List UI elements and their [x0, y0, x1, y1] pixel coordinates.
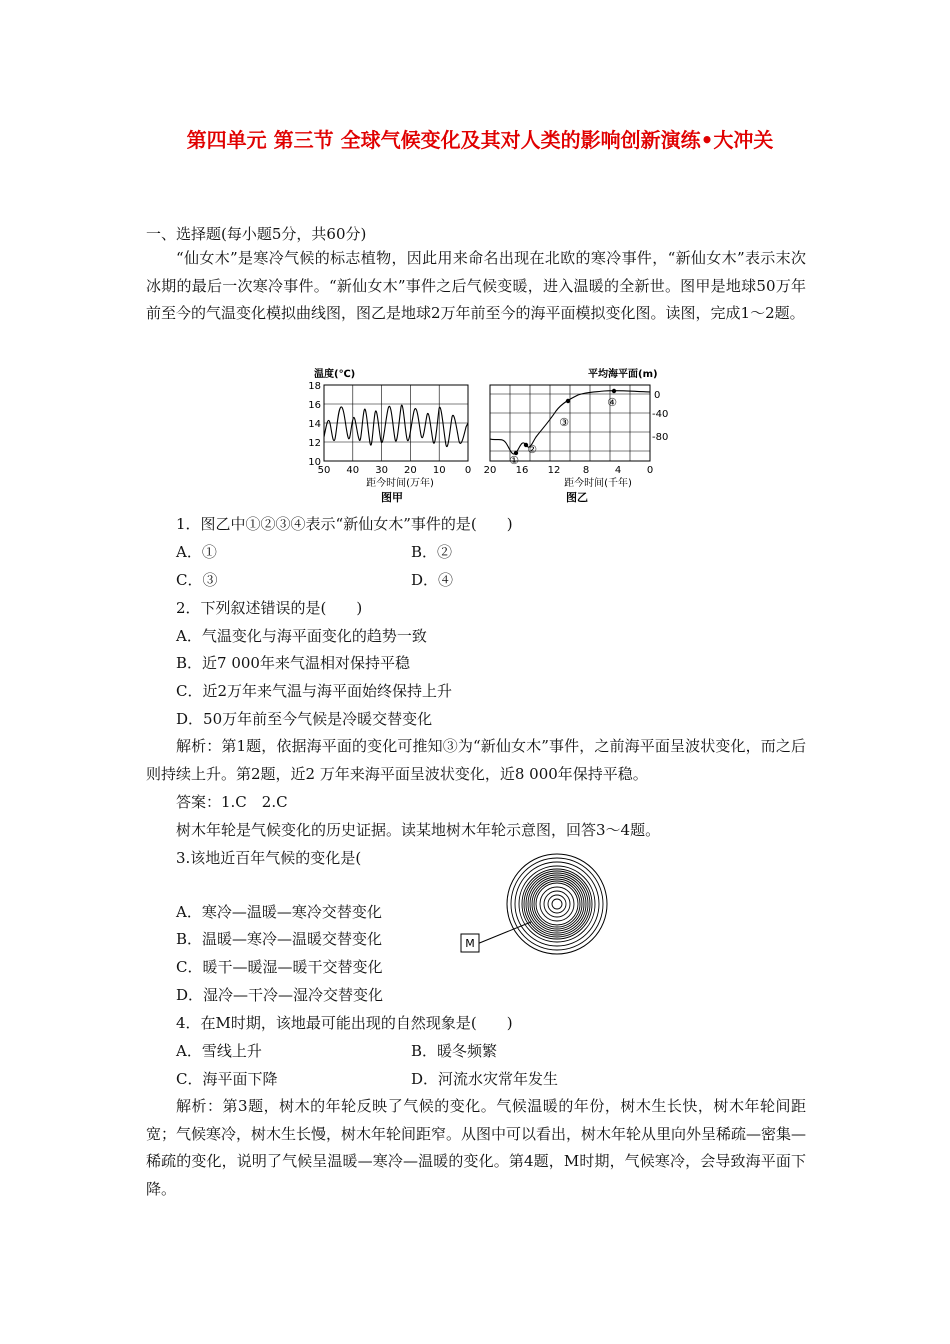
section-heading: 一、选择题(每小题5分，共60分): [146, 225, 367, 243]
question-4-stem: 4．在M时期，该地最可能出现的自然现象是( ): [176, 1014, 513, 1032]
figure-a-ytick: 16: [308, 400, 321, 411]
question-3-option-a: A．寒冷—温暖—寒冷交替变化: [176, 903, 382, 921]
figure-a-xtick: 20: [404, 465, 417, 476]
figure-b-xtick: 0: [646, 465, 654, 476]
analysis-q3-q4: 解析：第3题，树木的年轮反映了气候的变化。气候温暖的年份，树木生长快，树木年轮间距宽；气候寒冷，树木生长慢，树木年轮间距窄。从图中可以看出，树木年轮从里向外呈稀疏—密集—稀疏的变化，说明了气候呈温暖—寒冷—温暖的变化。第4题，M时期，气候寒冷，会导致海平面下降。: [146, 1097, 807, 1198]
page-title: 第四单元 第三节 全球气候变化及其对人类的影响创新演练•大冲关: [186, 128, 774, 152]
marker-point: [612, 389, 616, 393]
figure-a-xtick: 10: [432, 465, 446, 476]
figure-b-xlabel: 距今时间(千年): [564, 478, 632, 489]
marker-point: [566, 399, 570, 403]
question-3-option-d: D．湿冷—干冷—湿冷交替变化: [176, 986, 384, 1004]
question-3-option-c: C．暖干—暖湿—暖干交替变化: [176, 958, 383, 976]
figure-b-xtick: 4: [614, 465, 622, 476]
figure-b-ytick: 0: [654, 390, 661, 401]
figure-a-xtick: 40: [346, 465, 360, 476]
temperature-curve: [324, 405, 468, 446]
question-4-option-d: D．河流水灾常年发生: [411, 1070, 559, 1088]
question-2-option-d: D．50万年前至今气候是冷暖交替变化: [176, 710, 433, 728]
figure-a-xtick: 30: [375, 465, 388, 476]
question-4-option-c: C．海平面下降: [176, 1070, 278, 1088]
figure-b-xtick: 16: [515, 465, 529, 476]
intro-paragraph-q1-q2: “仙女木”是寒冷气候的标志植物，因此用来命名出现在北欧的寒冷事件，“新仙女木”表示末次冰期的最后一次寒冷事件。“新仙女木”事件之后气候变暖，进入温暖的全新世。图甲是地球50万年前至今的气温变化模拟曲线图，图乙是地球2万年前至今的海平面模拟变化图。读图，完成1～2题。: [146, 249, 806, 322]
question-2-stem: 2．下列叙述错误的是( ): [176, 599, 363, 617]
figure-b-sea-level-chart: [480, 365, 680, 505]
figure-b-xtick: 8: [582, 465, 590, 476]
figure-a-xtick: 0: [464, 465, 472, 476]
question-1-option-d: D．④: [411, 571, 454, 589]
marker-label: ②: [527, 443, 537, 456]
question-1-option-b: B．②: [411, 543, 453, 561]
marker-label: ③: [559, 416, 569, 429]
question-4-option-a: A．雪线上升: [176, 1042, 262, 1060]
answer-q1-q2: 答案：1.C 2.C: [176, 793, 288, 811]
question-4-option-b: B．暖冬频繁: [411, 1042, 498, 1060]
analysis-q1-q2: 解析：第1题，依据海平面的变化可推知③为“新仙女木”事件，之前海平面呈波状变化，而之后则持续上升。第2题，近2 万年来海平面呈波状变化，近8 000年保持平稳。: [146, 737, 806, 783]
figure-b-ytick: -40: [652, 409, 669, 420]
figure-a-temperature-chart: [300, 365, 480, 505]
figure-b-caption: 图乙: [566, 491, 588, 504]
figure-a-caption: 图甲: [381, 491, 403, 504]
figure-a-ytick: 18: [308, 381, 321, 392]
question-3-stem: 3.该地近百年气候的变化是(: [176, 849, 362, 867]
question-1-option-a: A．①: [176, 543, 217, 561]
figure-a-ytick: 14: [308, 419, 321, 430]
question-3-option-b: B．温暖—寒冷—温暖交替变化: [176, 930, 383, 948]
figure-a-ylabel: 温度(℃): [314, 369, 356, 380]
intro-paragraph-q3-q4: 树木年轮是气候变化的历史证据。读某地树木年轮示意图，回答3～4题。: [176, 821, 661, 839]
figure-b-ytick: -80: [652, 432, 669, 443]
marker-label: ①: [509, 454, 519, 467]
tree-ring-diagram: [455, 852, 630, 962]
question-1-stem: 1．图乙中①②③④表示“新仙女木”事件的是( ): [176, 515, 513, 533]
figure-a-xlabel: 距今时间(万年): [366, 478, 434, 489]
question-2-option-a: A．气温变化与海平面变化的趋势一致: [176, 627, 427, 645]
figure-a-ytick: 12: [308, 438, 321, 449]
tree-ring-label-m: M: [465, 937, 475, 950]
question-2-option-b: B．近7 000年来气温相对保持平稳: [176, 654, 410, 672]
question-2-option-c: C．近2万年来气温与海平面始终保持上升: [176, 682, 453, 700]
figure-a-ytick: 10: [308, 457, 321, 468]
question-1-option-c: C．③: [176, 571, 218, 589]
figure-b-ylabel: 平均海平面(m): [588, 369, 658, 380]
figure-b-xtick: 12: [547, 465, 561, 476]
figure-a-xtick: 50: [317, 465, 331, 476]
figure-b-xtick: 20: [483, 465, 497, 476]
marker-label: ④: [607, 396, 617, 409]
